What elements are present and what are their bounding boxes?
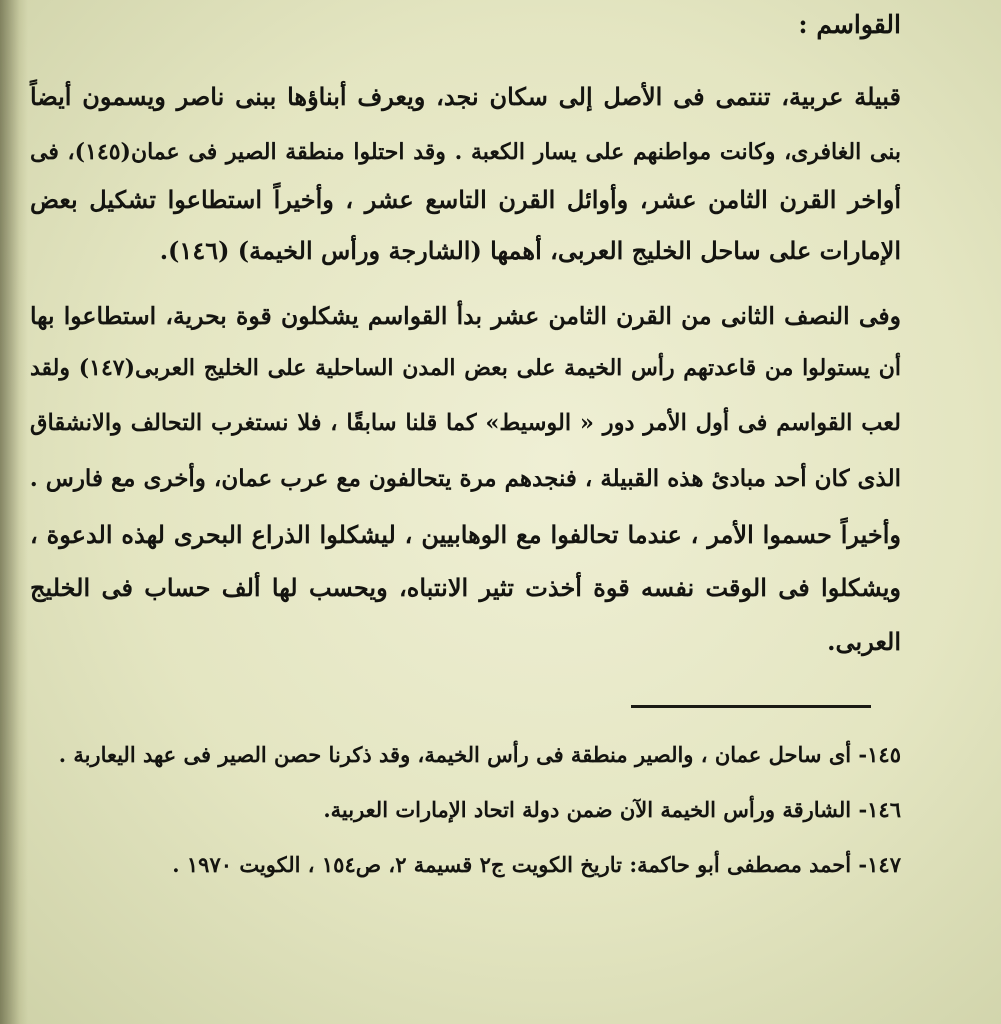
paragraph-2-line-3: لعب القواسم فى أول الأمر دور « الوسيط» كما قلنا سابقًا ، فلا نستغرب التحالف والانشقاق	[30, 410, 901, 436]
paragraph-1-line-4: الإمارات على ساحل الخليج العربى، أهمها (الشارجة ورأس الخيمة) (١٤٦).	[159, 236, 901, 265]
footnote-146: ١٤٦- الشارقة ورأس الخيمة الآن ضمن دولة اتحاد الإمارات العربية.	[323, 797, 901, 822]
page-gutter-shadow	[0, 0, 28, 1024]
paragraph-2-line-2: أن يستولوا من قاعدتهم رأس الخيمة على بعض المدن الساحلية على الخليج العربى(١٤٧) ولقد	[30, 355, 901, 381]
paragraph-1-line-2: بنى الغافرى، وكانت مواطنهم على يسار الكعبة . وقد احتلوا منطقة الصير فى عمان(١٤٥)، فى	[30, 139, 901, 165]
paragraph-2-line-1: وفى النصف الثانى من القرن الثامن عشر بدأ القواسم يشكلون قوة بحرية، استطاعوا بها	[30, 302, 901, 330]
paragraph-2-line-5: وأخيراً حسموا الأمر ، عندما تحالفوا مع الوهابيين ، ليشكلوا الذراع البحرى لهذه الدعوة ،	[30, 520, 901, 549]
paragraph-1-line-3: أواخر القرن الثامن عشر، وأوائل القرن التاسع عشر ، وأخيراً استطاعوا تشكيل بعض	[30, 185, 901, 214]
paragraph-2-line-4: الذى كان أحد مبادئ هذه القبيلة ، فنجدهم مرة يتحالفون مع عرب عمان، وأخرى مع فارس .	[29, 465, 901, 492]
paragraph-1-line-1: قبيلة عربية، تنتمى فى الأصل إلى سكان نجد، ويعرف أبناؤها ببنى ناصر ويسمون أيضاً	[30, 82, 901, 111]
paragraph-2-line-7: العربى.	[827, 627, 901, 656]
footnote-separator-rule	[631, 705, 871, 708]
paragraph-2-line-6: ويشكلوا فى الوقت نفسه قوة أخذت تثير الانتباه، ويحسب لها ألف حساب فى الخليج	[30, 573, 901, 602]
section-heading: القواسم :	[798, 10, 901, 39]
footnote-145: ١٤٥- أى ساحل عمان ، والصير منطقة فى رأس الخيمة، وقد ذكرنا حصن الصير فى عهد اليعاربة .	[58, 742, 901, 767]
footnote-147: ١٤٧- أحمد مصطفى أبو حاكمة: تاريخ الكويت ج٢ قسيمة ٢، ص١٥٤ ، الكويت ١٩٧٠ .	[172, 852, 901, 877]
